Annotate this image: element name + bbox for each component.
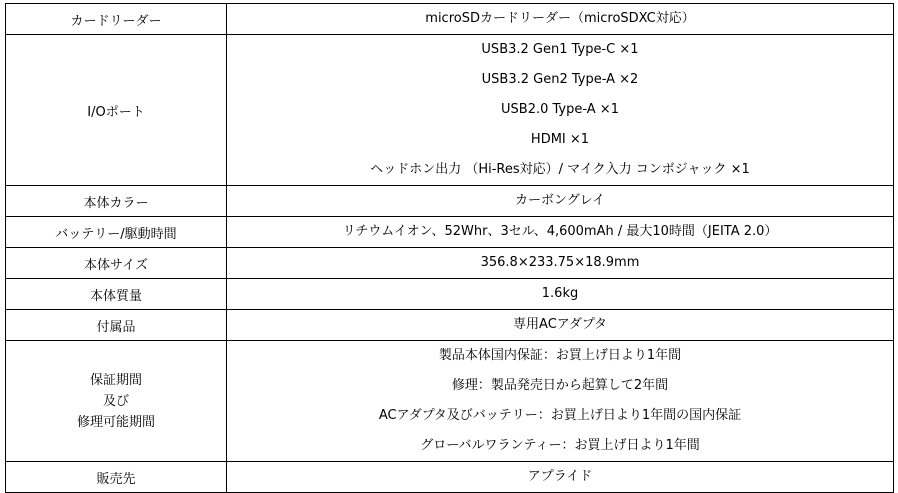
row-value — [227, 310, 894, 341]
row-label: I/Oポート — [6, 35, 227, 186]
value-line: USB3.2 Gen2 Type-A ×2 — [481, 72, 639, 87]
value-line: グローバルワランティー：お買上げ日より1年間 — [420, 438, 700, 453]
value-line: 1.6kg — [541, 286, 579, 301]
row-value — [227, 462, 894, 493]
value-line: 専用ACアダプタ — [513, 317, 607, 332]
row-label-line: 修理可能期間 — [76, 414, 155, 430]
table-row — [6, 4, 894, 35]
value-line: ACアダプタ及びバッテリー：お買上げ日より1年間の国内保証 — [378, 408, 742, 423]
row-value — [227, 186, 894, 217]
table-row — [6, 35, 894, 186]
table-row — [6, 279, 894, 310]
value-line: ヘッドホン出力 （Hi-Res対応）/ マイク入力 コンボジャック ×1 — [370, 162, 750, 177]
table-row — [6, 310, 894, 341]
value-line: 修理：製品発売日から起算して2年間 — [451, 378, 669, 393]
value-line: microSDカードリーダー（microSDXC対応） — [425, 11, 695, 26]
row-label-line: 及び — [102, 393, 129, 409]
table-row — [6, 248, 894, 279]
row-value — [227, 279, 894, 310]
table-row — [6, 341, 894, 462]
row-label: バッテリー/駆動時間 — [6, 217, 227, 248]
row-label: 本体サイズ — [6, 248, 227, 279]
value-line: 356.8×233.75×18.9mm — [480, 255, 640, 270]
row-label: 付属品 — [6, 310, 227, 341]
value-line: リチウムイオン、52Whr、3セル、4,600mAh / 最大10時間（JEITA 2.0） — [342, 224, 778, 239]
value-line: USB3.2 Gen1 Type-C ×1 — [481, 42, 639, 57]
row-label-line: 保証期間 — [89, 372, 142, 388]
row-label: カードリーダー — [6, 4, 227, 35]
row-value — [227, 341, 894, 462]
row-label: 本体カラー — [6, 186, 227, 217]
value-line: USB2.0 Type-A ×1 — [501, 102, 619, 117]
spec-table — [5, 3, 894, 493]
value-line: 製品本体国内保証：お買上げ日より1年間 — [438, 348, 682, 363]
value-line: カーボングレイ — [514, 193, 606, 208]
row-label: 本体質量 — [6, 279, 227, 310]
table-row — [6, 462, 894, 493]
row-label: 販売先 — [6, 462, 227, 493]
row-value — [227, 217, 894, 248]
table-row — [6, 217, 894, 248]
value-line: アプライド — [527, 469, 593, 484]
table-row — [6, 186, 894, 217]
value-line: HDMI ×1 — [530, 132, 590, 147]
row-label — [6, 341, 227, 462]
row-value — [227, 4, 894, 35]
row-value — [227, 248, 894, 279]
row-value — [227, 35, 894, 186]
